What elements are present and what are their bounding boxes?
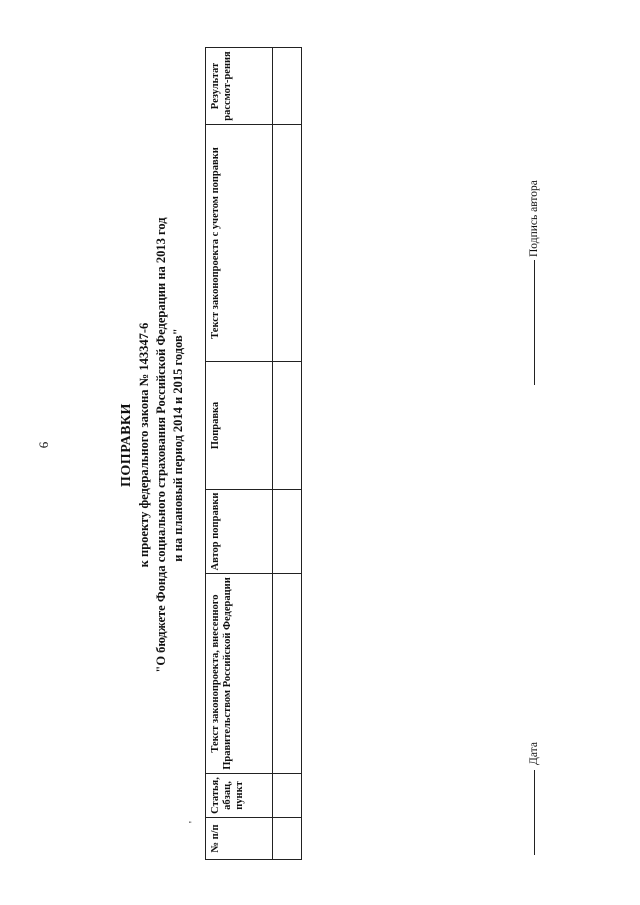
- header-original-text: Текст законопроекта, внесенного Правительством Российской Федерации: [206, 574, 273, 774]
- author-signature-label: Подпись автора: [528, 180, 540, 257]
- header-amendment: Поправка: [206, 362, 273, 490]
- amendments-table: [205, 47, 302, 860]
- table-cell: [273, 574, 302, 774]
- header-result: Результат рассмот-рения: [206, 48, 273, 125]
- table-cell: [273, 362, 302, 490]
- title-line-1: к проекту федерального закона № 143347-6: [137, 322, 151, 568]
- page-number: 6: [36, 441, 51, 449]
- stray-mark: ': [188, 821, 199, 823]
- table-cell: [273, 818, 302, 860]
- title-block: [118, 135, 187, 755]
- title-line-3: и на плановый период 2014 и 2015 годов": [171, 328, 185, 562]
- table-cell: [273, 125, 302, 362]
- header-article: Статья, абзац, пункт: [206, 774, 273, 818]
- table-cell: [273, 48, 302, 125]
- title-line-2: "О бюджете Фонда социального страхования Российской Федерации на 2013 год: [154, 217, 168, 673]
- table-cell: [273, 490, 302, 574]
- header-amended-text: Текст законопроекта с учетом поправки: [206, 125, 273, 362]
- document-heading: ПОПРАВКИ: [119, 403, 134, 487]
- table-cell: [273, 774, 302, 818]
- table-row: [273, 48, 302, 860]
- header-author: Автор поправки: [206, 490, 273, 574]
- date-label: Дата: [528, 742, 540, 765]
- header-number: № п/п: [206, 818, 273, 860]
- table-header-row: [206, 48, 273, 860]
